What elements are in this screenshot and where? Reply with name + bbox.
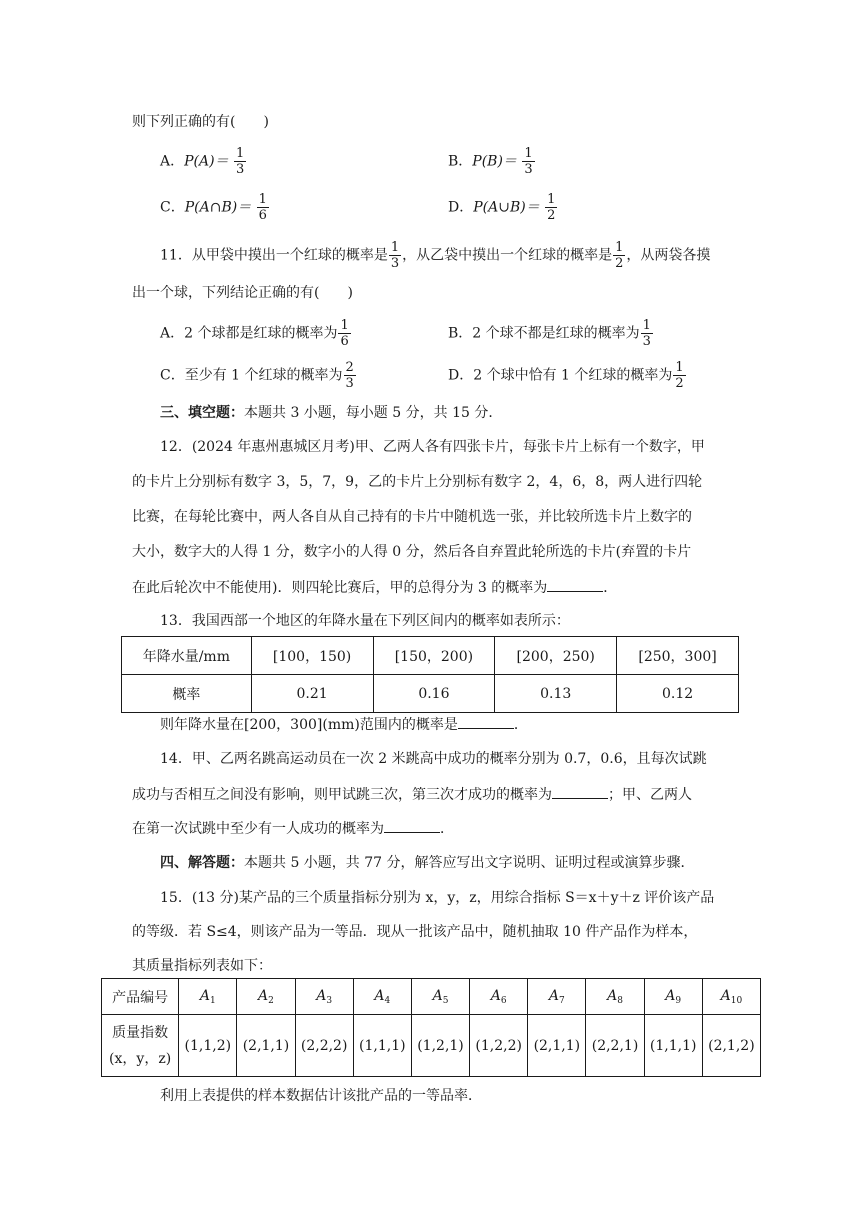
q10-option-c: C．P(A∩B)＝ $\frac{1}{6}$ <box>160 192 267 223</box>
table-cell: 0.12 <box>617 675 739 713</box>
table-cell: (2,1,1) <box>528 1015 586 1077</box>
section-4-heading: 四、解答题：本题共 5 小题，共 77 分，解答应写出文字说明、证明过程或演算步骤． <box>160 855 695 871</box>
q13-table <box>121 636 739 713</box>
q11-line1: 11．从甲袋中摸出一个红球的概率是 $\frac{1}{3}$ ，从乙袋中摸出一个红球的概率是 $\frac{1}{2}$ ，从两袋各摸 <box>160 240 711 271</box>
answer-blank <box>384 818 440 833</box>
table-header: 产品编号 <box>102 979 179 1015</box>
table-cell: (2,2,2) <box>295 1015 353 1077</box>
q14-line3: 在第一次试跳中至少有一人成功的概率为 ． <box>132 818 454 839</box>
q12-line2: 的卡片上分别标有数字 3，5，7，9，乙的卡片上分别标有数字 2，4，6，8，两人进行四轮 <box>132 474 703 490</box>
table-header: $A_7$ <box>528 979 586 1015</box>
q11-option-c: C．至少有 1 个红球的概率为 $\frac{2}{3}$ <box>160 360 354 391</box>
answer-blank <box>458 714 514 729</box>
q12-line1: 12．(2024 年惠州惠城区月考)甲、乙两人各有四张卡片，每张卡片上标有一个数字，甲 <box>160 439 705 455</box>
table-header: 年降水量/mm <box>122 637 252 675</box>
section-3-heading: 三、填空题：本题共 3 小题，每小题 5 分，共 15 分． <box>160 405 503 421</box>
q11-option-d: D．2 个球中恰有 1 个红球的概率为 $\frac{1}{2}$ <box>448 360 684 391</box>
q10-option-a: A．P(A)＝ $\frac{1}{3}$ <box>160 146 245 177</box>
q10-option-b: B．P(B)＝ $\frac{1}{3}$ <box>448 146 533 177</box>
table-header: [150，200) <box>373 637 495 675</box>
answer-blank <box>547 577 603 592</box>
q11-option-a: A．2 个球都是红球的概率为 $\frac{1}{6}$ <box>160 318 349 349</box>
table-cell: (2,1,2) <box>702 1015 760 1077</box>
table-cell: (2,2,1) <box>586 1015 644 1077</box>
answer-blank <box>552 784 608 799</box>
q11-line2: 出一个球，下列结论正确的有( ) <box>132 285 353 301</box>
q15-table <box>101 978 761 1077</box>
table-header: [100，150) <box>251 637 373 675</box>
table-cell: 0.13 <box>495 675 617 713</box>
q13-stem: 13．我国西部一个地区的年降水量在下列区间内的概率如表所示： <box>160 613 570 629</box>
q15-line3: 其质量指标列表如下： <box>132 958 272 974</box>
table-header: $A_8$ <box>586 979 644 1015</box>
q12-line5: 在此后轮次中不能使用)．则四轮比赛后，甲的总得分为 3 的概率为 ． <box>132 577 617 598</box>
table-header: $A_3$ <box>295 979 353 1015</box>
q12-line4: 大小，数字大的人得 1 分，数字小的人得 0 分，然后各自弃置此轮所选的卡片(弃置的卡片 <box>132 544 692 560</box>
table-cell: 0.16 <box>373 675 495 713</box>
table-header: $A_{10}$ <box>702 979 760 1015</box>
table-row-label: 质量指数 (x，y，z) <box>102 1015 179 1077</box>
table-header: $A_4$ <box>353 979 411 1015</box>
table-header: $A_9$ <box>644 979 702 1015</box>
table-cell: (1,1,1) <box>644 1015 702 1077</box>
q14-line1: 14．甲、乙两名跳高运动员在一次 2 米跳高中成功的概率分别为 0.7，0.6，且每次试跳 <box>160 751 707 767</box>
q12-line3: 比赛，在每轮比赛中，两人各自从自己持有的卡片中随机选一张，并比较所选卡片上数字的 <box>132 509 692 525</box>
table-header: $A_5$ <box>411 979 469 1015</box>
table-cell: (1,2,1) <box>411 1015 469 1077</box>
q15-line1: 15．(13 分)某产品的三个质量指标分别为 x，y，z，用综合指标 S＝x＋y＋z 评价该产品 <box>160 890 715 906</box>
table-cell: (1,2,2) <box>470 1015 528 1077</box>
q11-option-b: B．2 个球不都是红球的概率为 $\frac{1}{3}$ <box>448 318 651 349</box>
q15-line2: 的等级．若 S≤4，则该产品为一等品．现从一批该产品中，随机抽取 10 件产品作为样本， <box>132 924 698 940</box>
q10-option-d: D．P(A∪B)＝ $\frac{1}{2}$ <box>448 192 556 223</box>
table-header: [200，250) <box>495 637 617 675</box>
table-cell: (2,1,1) <box>237 1015 295 1077</box>
q14-line2: 成功与否相互之间没有影响，则甲试跳三次，第三次才成功的概率为 ；甲、乙两人 <box>132 784 692 805</box>
table-header: $A_2$ <box>237 979 295 1015</box>
q15-after: 利用上表提供的样本数据估计该批产品的一等品率． <box>160 1088 482 1104</box>
q10-stem: 则下列正确的有( ) <box>132 114 269 130</box>
table-cell: 0.21 <box>251 675 373 713</box>
table-cell: (1,1,1) <box>353 1015 411 1077</box>
table-cell: (1,1,2) <box>179 1015 237 1077</box>
table-row-label: 概率 <box>122 675 252 713</box>
table-header: [250，300] <box>617 637 739 675</box>
q13-after: 则年降水量在[200，300](mm)范围内的概率是 ． <box>160 714 528 735</box>
table-header: $A_1$ <box>179 979 237 1015</box>
table-header: $A_6$ <box>470 979 528 1015</box>
